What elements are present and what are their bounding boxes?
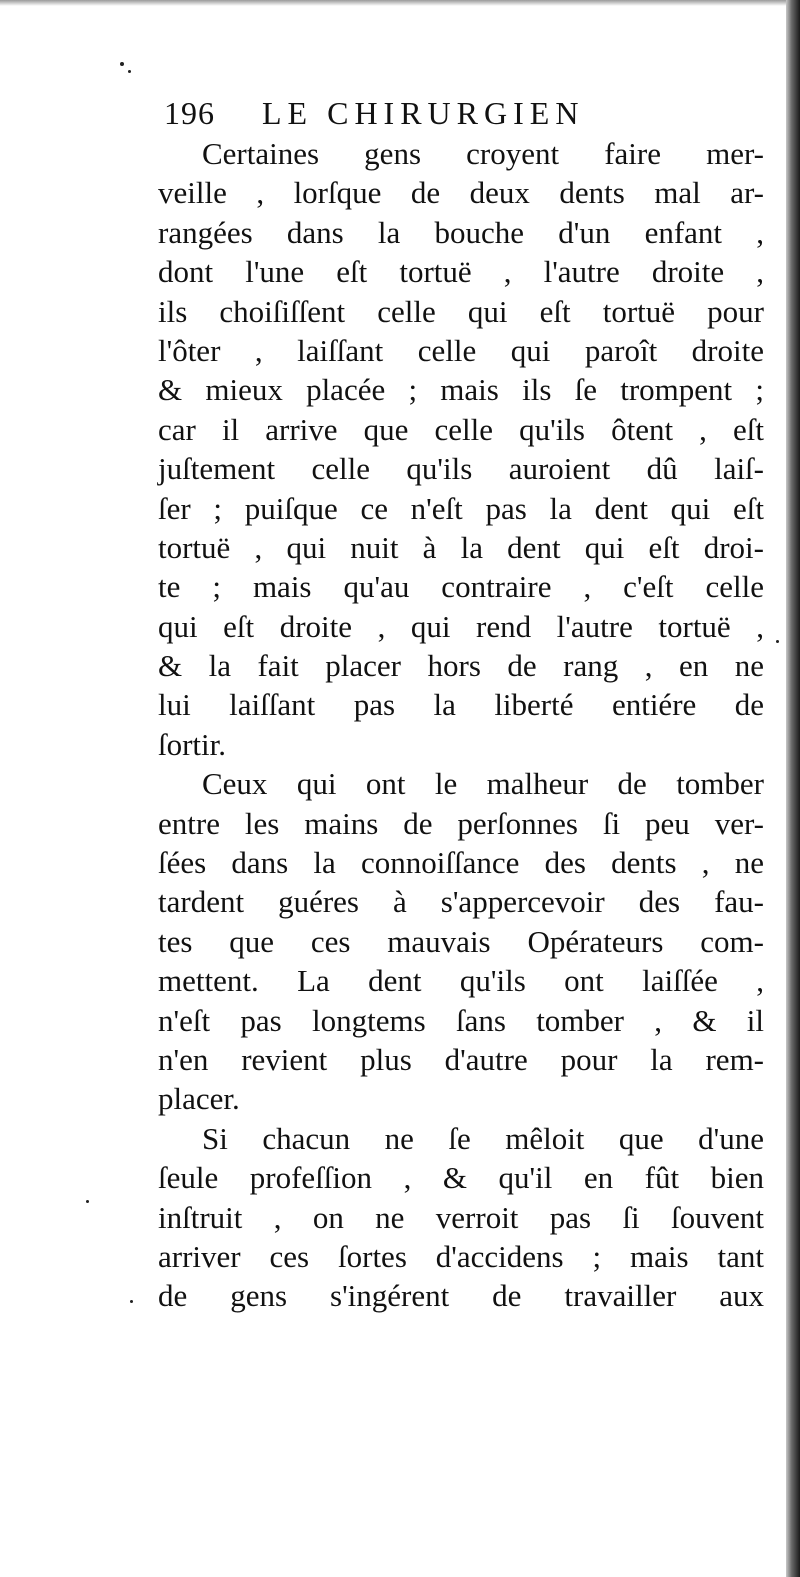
- text-line: veille , lorſque de deux dents mal ar-: [158, 175, 764, 211]
- text-line: Si chacun ne ſe mêloit que d'une: [202, 1120, 764, 1156]
- ink-speck: [776, 640, 779, 643]
- text-line: de gens s'ingérent de travailler aux: [158, 1278, 764, 1314]
- text-line: ſées dans la connoiſſance des dents , ne: [158, 845, 764, 881]
- text-line: ſer ; puiſque ce n'eſt pas la dent qui eſt: [158, 490, 764, 526]
- text-line: qui eſt droite , qui rend l'autre tortuë ,: [158, 608, 764, 644]
- text-line: dont l'une eſt tortuë , l'autre droite ,: [158, 254, 764, 290]
- running-title: LE CHIRURGIEN: [262, 95, 585, 131]
- running-head: [164, 92, 764, 134]
- text-line: placer.: [158, 1081, 240, 1117]
- text-line: tortuë , qui nuit à la dent qui eſt droi-: [158, 529, 764, 565]
- paragraph: [158, 134, 764, 764]
- text-line: te ; mais qu'au contraire , c'eſt celle: [158, 569, 764, 605]
- text-line: n'en revient plus d'autre pour la rem-: [158, 1041, 764, 1077]
- ink-speck: [120, 62, 124, 66]
- text-line: ſeule profeſſion , & qu'il en fût bien: [158, 1160, 764, 1196]
- page-text: [158, 92, 764, 1316]
- text-line: inſtruit , on ne verroit pas ſi ſouvent: [158, 1199, 764, 1235]
- text-line: tes que ces mauvais Opérateurs com-: [158, 923, 764, 959]
- page-number: 196: [164, 95, 215, 131]
- text-line: Certaines gens croyent faire mer-: [202, 136, 764, 171]
- ink-speck: [128, 70, 131, 73]
- text-line: lui laiſſant pas la liberté entiére de: [158, 687, 764, 723]
- text-line: l'ôter , laiſſant celle qui paroît droite: [158, 332, 764, 368]
- text-line: arriver ces ſortes d'accidens ; mais tant: [158, 1238, 764, 1274]
- text-line: juſtement celle qu'ils auroient dû laiſ-: [158, 451, 764, 487]
- text-line: Ceux qui ont le malheur de tomber: [202, 766, 764, 802]
- text-line: & la fait placer hors de rang , en ne: [158, 648, 764, 684]
- text-line: n'eſt pas longtems ſans tomber , & il: [158, 1002, 764, 1038]
- text-line: & mieux placée ; mais ils ſe trompent ;: [158, 372, 764, 408]
- text-line: ſortir.: [158, 726, 227, 762]
- text-line: rangées dans la bouche d'un enfant ,: [158, 214, 764, 250]
- text-line: mettent. La dent qu'ils ont laiſſée ,: [158, 963, 764, 999]
- text-line: ils choiſiſſent celle qui eſt tortuë pour: [158, 293, 764, 329]
- text-line: entre les mains de perſonnes ſi peu ver-: [158, 805, 764, 841]
- ink-speck: [86, 1200, 89, 1203]
- paragraph: [158, 1119, 764, 1316]
- scan-top-edge: [0, 0, 800, 6]
- scan-right-edge: [786, 0, 800, 1577]
- ink-speck: [130, 1300, 133, 1303]
- text-line: car il arrive que celle qu'ils ôtent , eſt: [158, 411, 764, 447]
- paragraph: [158, 764, 764, 1119]
- text-line: tardent guéres à s'appercevoir des fau-: [158, 884, 764, 920]
